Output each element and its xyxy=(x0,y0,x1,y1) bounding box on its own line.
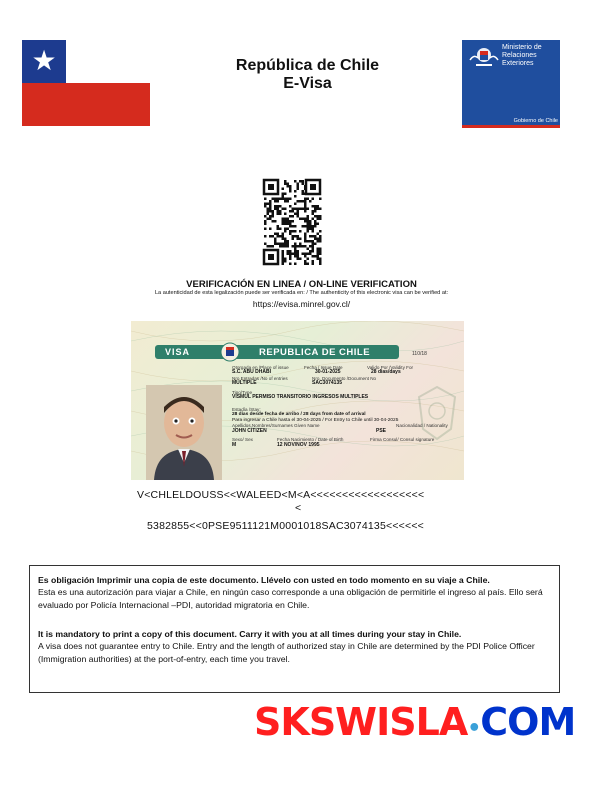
notice-en-text: A visa does not guarantee entry to Chile. Entry and the length of authorized stay in Chile are determined by the PDI Police Officer (Immigration authorities) at the port-of-entry, each time you travel. xyxy=(38,641,535,664)
document-no-value: SAC3074135 xyxy=(312,380,343,386)
validity-label: Valido Por /Validity For xyxy=(367,365,414,370)
mrz-line-1-tail: < xyxy=(295,502,302,514)
brand-blue-part: COM xyxy=(480,700,576,744)
visa-code: 110/18 xyxy=(412,351,427,357)
verification-url[interactable]: https://evisa.minrel.gov.cl/ xyxy=(252,299,351,309)
document-no-label: Nro. Documento /Document No xyxy=(312,376,377,381)
names-label: Apellidos,Nombres/Surnames Given Name xyxy=(232,423,320,428)
type-label: Tipo/Type xyxy=(232,390,253,395)
notice-box xyxy=(29,565,560,693)
stay-label: Estadía /Stay: xyxy=(232,407,261,412)
notice-es-bold: Es obligación Imprimir una copia de este documento. Llévelo con usted en todo momento en su viaje a Chile. xyxy=(38,575,490,585)
verification-title: VERIFICACIÓN EN LINEA / ON-LINE VERIFICATION xyxy=(186,279,417,290)
coat-of-arms-icon xyxy=(219,341,241,363)
nationality-value: PSE xyxy=(376,428,387,434)
document-title xyxy=(190,57,425,93)
mrz-line-1: V<CHLELDOUSS<<WALEED<M<A<<<<<<<<<<<<<<<<<< xyxy=(137,489,425,501)
entries-value: MULTIPLE xyxy=(232,380,257,386)
dob-value: 12 NOV/NOV 1995 xyxy=(277,442,320,448)
sex-value: M xyxy=(232,442,237,448)
verification-subtitle: La autenticidad de esta legalización puede ser verificada en: / The authenticity of this electronic visa can be verified at: xyxy=(154,290,449,296)
sex-label: Sexo/ Sex xyxy=(232,437,253,442)
dob-label: Fecha Nacimiento / Date of Birth xyxy=(277,437,344,442)
title-line-1: República de Chile xyxy=(235,57,380,74)
visa-card xyxy=(131,321,464,480)
entries-label: Nro Entradas /No of entries xyxy=(232,376,288,381)
chile-flag xyxy=(22,40,150,126)
ministry-name: Ministerio de Relaciones Exteriores xyxy=(502,44,542,67)
ministry-logo xyxy=(462,40,560,128)
coat-of-arms-icon xyxy=(468,44,500,70)
brand-red-part: SKSWISLA xyxy=(254,700,468,744)
qr-code xyxy=(262,178,322,266)
place-label: Otorgada en /Place of issue xyxy=(232,365,289,370)
place-value: S.C. ABU DHABI xyxy=(232,369,271,375)
title-line-2: E-Visa xyxy=(283,75,332,92)
holder-photo xyxy=(146,385,222,480)
stay-value: 28 días desde fecha de arribo / 28 days from date of arrival xyxy=(232,412,366,417)
issue-date-label: Fecha / Issue Date xyxy=(304,365,343,370)
notice-en-bold: It is mandatory to print a copy of this document. Carry it with you at all times during your stay in Chile. xyxy=(38,629,462,639)
signature-label: Firma Consul/ Consul signature xyxy=(370,437,435,442)
entry-until-value: Para ingresar a Chile hasta el 30-04-2025 / For Entry to Chile until 30-04-2025 xyxy=(232,418,399,423)
gobierno-label: Gobierno de Chile xyxy=(513,118,558,124)
name-value: JOHN CITIZEN xyxy=(232,428,267,434)
validity-value: 28 dias/days xyxy=(371,369,401,375)
brand-dot: • xyxy=(467,716,481,741)
mrz-line-2: 5382855<<0PSE9511121M0001018SAC3074135<<<<<< xyxy=(147,520,424,532)
star-icon: ★ xyxy=(31,44,57,77)
type-value: VISMUL PERMISO TRANSITORIO INGRESOS MULTIPLES xyxy=(232,394,369,400)
brand-watermark xyxy=(254,700,575,744)
notice-es-text: Esta es una autorización para viajar a Chile, en ningún caso corresponde a una obligación de permitirle el ingreso al país. Ello será evaluado por Policía Internacional –PDI, autoridad migratoria en Chile. xyxy=(38,587,543,610)
issue-date-value: 30-01-2025 xyxy=(315,369,341,375)
watermark-crest-icon xyxy=(417,385,457,441)
visa-badge: VISA xyxy=(165,347,191,357)
visa-republic: REPUBLICA DE CHILE xyxy=(259,347,371,358)
nationality-label: Nacionalidad / Nationality xyxy=(396,423,448,428)
